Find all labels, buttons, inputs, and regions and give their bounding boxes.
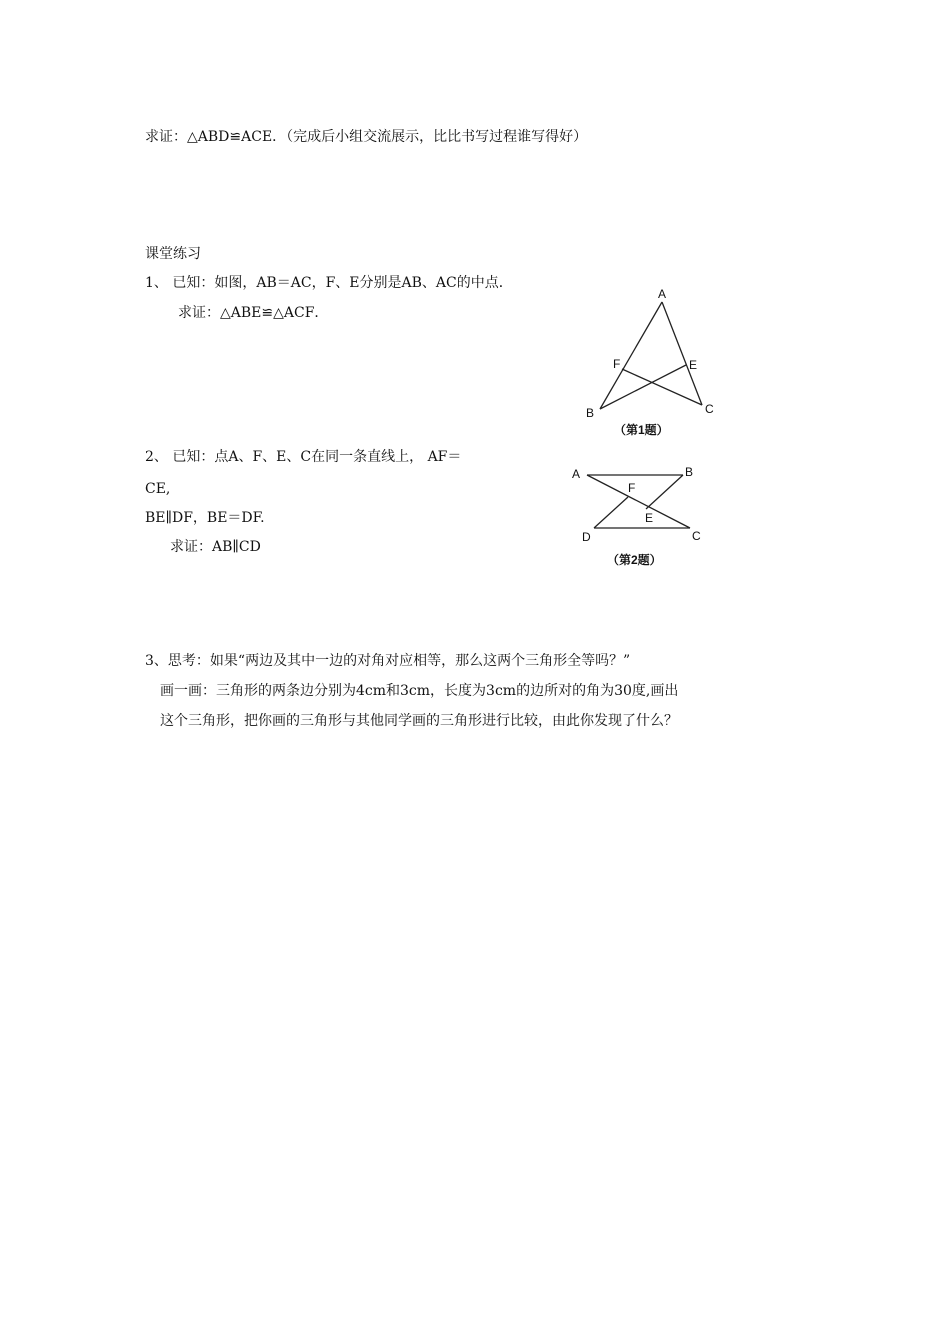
q3-line3: 这个三角形，把你画的三角形与其他同学画的三角形进行比较，由此你发现了什么？ xyxy=(160,713,678,729)
fig2-label-e: E xyxy=(645,511,654,525)
fig2-label-b: B xyxy=(685,465,694,479)
figure-1 xyxy=(570,282,730,442)
q2-given-line3: BE∥DF，BE＝DF. xyxy=(145,510,265,526)
q1-given: 1、 已知：如图，AB＝AC，F、E分别是AB、AC的中点． xyxy=(145,275,513,291)
q1-prove: 求证：△ABE≌△ACF． xyxy=(178,305,329,321)
fig2-label-f: F xyxy=(628,481,636,495)
q3-line2: 画一画：三角形的两条边分别为4cm和3cm，长度为3cm的边所对的角为30度,画出 xyxy=(160,683,679,699)
fig2-label-a: A xyxy=(572,467,581,481)
section-title: 课堂练习 xyxy=(145,246,201,262)
fig1-label-c: C xyxy=(705,402,714,416)
q3-line1: 3、思考：如果“两边及其中一边的对角对应相等，那么这两个三角形全等吗？” xyxy=(145,653,631,669)
fig1-caption: （第1题） xyxy=(614,423,669,437)
q2-given-line1: 2、 已知：点A、F、E、C在同一条直线上， AF＝ xyxy=(145,449,462,465)
q2-given-line2: CE, xyxy=(145,481,171,497)
q2-prove: 求证：AB∥CD xyxy=(170,539,261,555)
fig1-label-a: A xyxy=(658,287,667,301)
proof-intro: 求证：△ABD≌ACE．（完成后小组交流展示，比比书写过程谁写得好） xyxy=(145,129,588,145)
fig1-label-f: F xyxy=(613,357,621,371)
fig2-caption: （第2题） xyxy=(607,553,662,567)
figure-2 xyxy=(565,460,725,570)
fig2-label-c: C xyxy=(692,529,701,543)
fig2-label-d: D xyxy=(582,530,591,544)
fig1-label-e: E xyxy=(689,358,698,372)
fig1-label-b: B xyxy=(586,406,595,420)
